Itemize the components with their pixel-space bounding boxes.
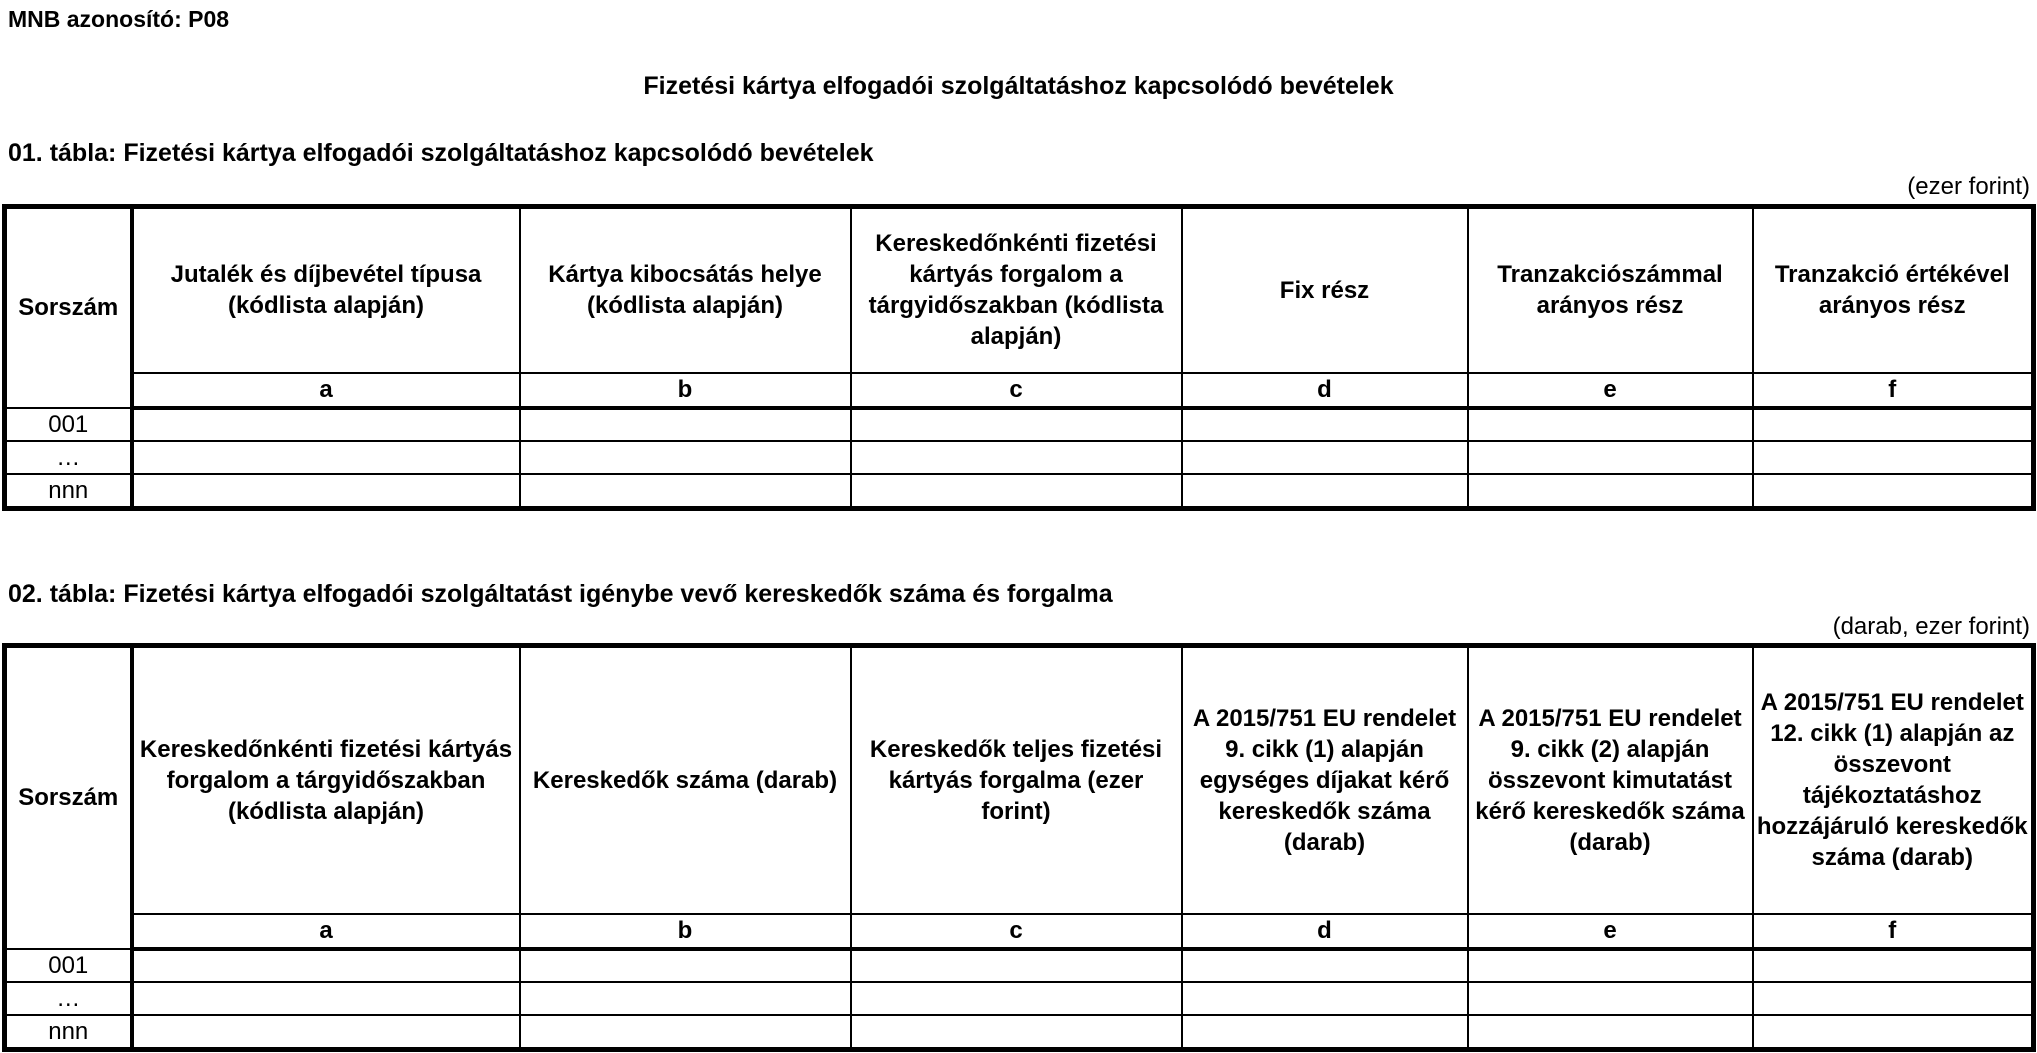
table2-column-letter: a [132,914,520,949]
table-row [5,982,2034,1015]
row-number: 001 [5,408,132,441]
table-cell[interactable] [1468,474,1753,509]
table-cell[interactable] [1753,408,2034,441]
table-cell[interactable] [1182,982,1468,1015]
table1-column-letter: c [851,373,1182,408]
table-cell[interactable] [132,949,520,982]
table-cell[interactable] [520,1015,851,1050]
table-cell[interactable] [1468,441,1753,474]
table1-title: 01. tábla: Fizetési kártya elfogadói szolgáltatáshoz kapcsolódó bevételek [8,139,874,167]
table1-column-letter: e [1468,373,1753,408]
table2-column-letter: f [1753,914,2034,949]
table2 [2,643,2036,1052]
table-cell[interactable] [1753,1015,2034,1050]
table-cell[interactable] [132,408,520,441]
table1-column-header: Tranzakció értékével arányos rész [1753,207,2034,373]
row-number: nnn [5,474,132,509]
table-cell[interactable] [1182,441,1468,474]
table1-column-letter: f [1753,373,2034,408]
page-title: Fizetési kártya elfogadói szolgáltatáshoz kapcsolódó bevételek [643,72,1394,100]
table2-column-header: A 2015/751 EU rendelet 9. cikk (1) alapján egységes díjakat kérő kereskedők száma (darab) [1182,646,1468,914]
table-cell[interactable] [520,949,851,982]
table-row [5,1015,2034,1050]
table-cell[interactable] [1468,408,1753,441]
table2-column-letter: b [520,914,851,949]
table-row [5,408,2034,441]
table-cell[interactable] [851,474,1182,509]
table-cell[interactable] [1468,949,1753,982]
table-row [5,474,2034,509]
table-cell[interactable] [1753,949,2034,982]
table2-column-letter: e [1468,914,1753,949]
table2-column-header: Kereskedők teljes fizetési kártyás forgalma (ezer forint) [851,646,1182,914]
table2-column-header: A 2015/751 EU rendelet 9. cikk (2) alapján összevont kimutatást kérő kereskedők száma (darab) [1468,646,1753,914]
table-cell[interactable] [132,1015,520,1050]
table-cell[interactable] [851,949,1182,982]
table-cell[interactable] [520,474,851,509]
table-cell[interactable] [1182,408,1468,441]
table1-column-header: Kereskedőnkénti fizetési kártyás forgalom a tárgyidőszakban (kódlista alapján) [851,207,1182,373]
table1-column-letter: d [1182,373,1468,408]
table2-unit: (darab, ezer forint) [1832,613,2030,640]
table-cell[interactable] [132,441,520,474]
table2-row-number-header: Sorszám [5,646,132,949]
table1-column-letter: b [520,373,851,408]
table-cell[interactable] [851,441,1182,474]
row-number: … [5,982,132,1015]
table2-column-header: A 2015/751 EU rendelet 12. cikk (1) alapján az összevont tájékoztatáshoz hozzájáruló kereskedők száma (darab) [1753,646,2034,914]
table-cell[interactable] [1182,1015,1468,1050]
table-cell[interactable] [1468,982,1753,1015]
row-number: nnn [5,1015,132,1050]
table2-column-header: Kereskedők száma (darab) [520,646,851,914]
table1-unit: (ezer forint) [1907,173,2030,200]
table-row [5,949,2034,982]
table1-column-header: Fix rész [1182,207,1468,373]
table1-column-letter: a [132,373,520,408]
table-cell[interactable] [851,982,1182,1015]
table-cell[interactable] [1753,474,2034,509]
table-cell[interactable] [1753,441,2034,474]
table-cell[interactable] [520,408,851,441]
form-id: MNB azonosító: P08 [8,6,230,32]
table1-row-number-header: Sorszám [5,207,132,408]
table-cell[interactable] [132,474,520,509]
table-cell[interactable] [520,982,851,1015]
table-cell[interactable] [851,408,1182,441]
table1-column-header: Jutalék és díjbevétel típusa (kódlista alapján) [132,207,520,373]
table-cell[interactable] [520,441,851,474]
table2-column-letter: d [1182,914,1468,949]
table-cell[interactable] [132,982,520,1015]
row-number: 001 [5,949,132,982]
table1-column-header: Kártya kibocsátás helye (kódlista alapján) [520,207,851,373]
table2-column-header: Kereskedőnkénti fizetési kártyás forgalom a tárgyidőszakban (kódlista alapján) [132,646,520,914]
table2-column-letter: c [851,914,1182,949]
table-row [5,441,2034,474]
table2-title: 02. tábla: Fizetési kártya elfogadói szolgáltatást igénybe vevő kereskedők száma és forgalma [8,580,1113,608]
table1-column-header: Tranzakciószámmal arányos rész [1468,207,1753,373]
row-number: … [5,441,132,474]
table-cell[interactable] [1753,982,2034,1015]
table-cell[interactable] [1182,949,1468,982]
table1 [2,204,2036,511]
table-cell[interactable] [1182,474,1468,509]
table-cell[interactable] [851,1015,1182,1050]
table-cell[interactable] [1468,1015,1753,1050]
